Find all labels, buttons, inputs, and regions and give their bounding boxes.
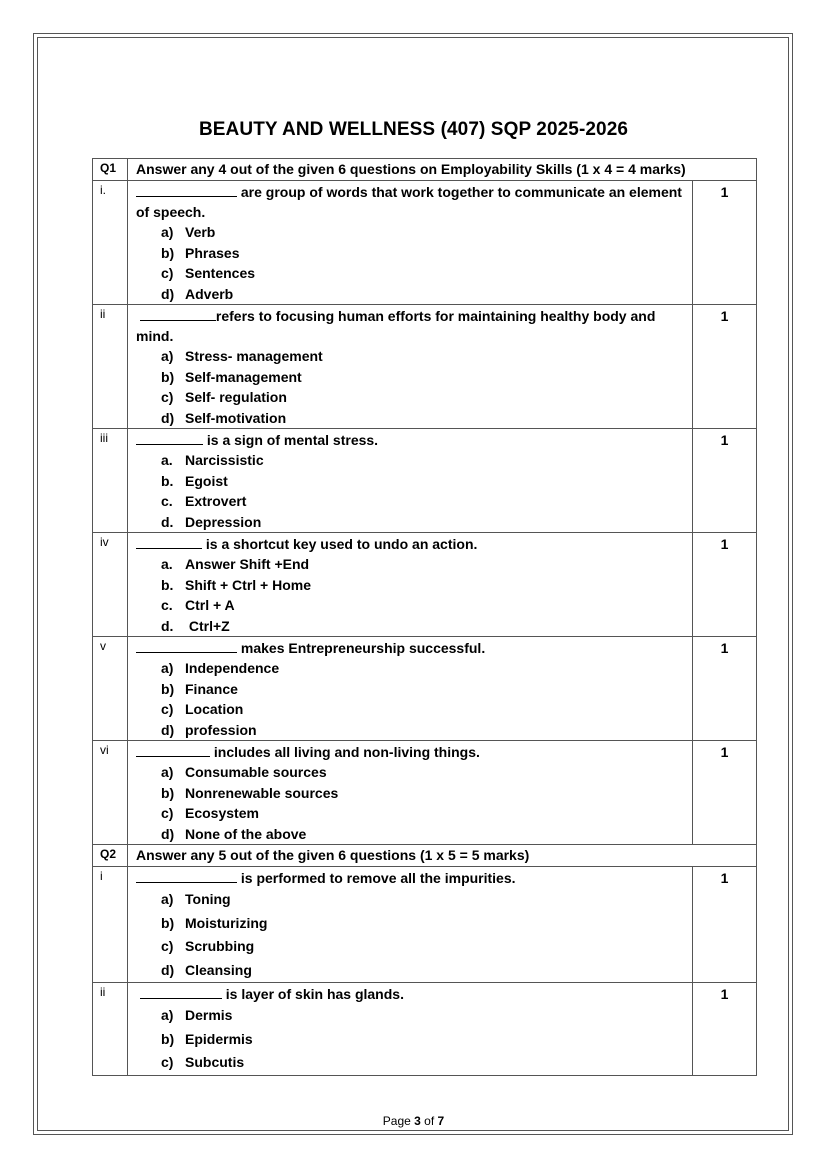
option: b) Self-management [161, 368, 302, 385]
options-list [136, 888, 692, 982]
option: a) Dermis [161, 1007, 233, 1023]
options-list [136, 450, 692, 532]
question-number: iv [93, 533, 128, 637]
question-number: ii [93, 305, 128, 429]
question-row [93, 181, 757, 305]
question-marks: 1 [692, 867, 756, 983]
option: c) Scrubbing [161, 938, 255, 954]
option: b) Finance [161, 680, 238, 697]
question-row [93, 867, 757, 983]
question-stem: is layer of skin has glands. [136, 983, 692, 1004]
question-stem: refers to focusing human efforts for maintaining healthy body and mind. [136, 308, 656, 344]
question-row [93, 305, 757, 429]
option: a) Independence [161, 660, 280, 676]
option: d) Self-motivation [161, 409, 287, 426]
question-marks: 1 [692, 741, 756, 845]
question-stem: is a sign of mental stress. [136, 429, 692, 450]
options-list [136, 346, 692, 428]
question-number: v [93, 637, 128, 741]
question-number: ii [93, 983, 128, 1076]
question-row [93, 983, 757, 1076]
options-list [136, 658, 692, 740]
answer-blank [140, 306, 216, 321]
question-number: i. [93, 181, 128, 305]
question-number: vi [93, 741, 128, 845]
question-row [93, 741, 757, 845]
option: b) Phrases [161, 244, 240, 261]
question-row [93, 637, 757, 741]
option: d) Adverb [161, 285, 234, 302]
option: c. Extrovert [161, 493, 247, 509]
question-stem: are group of words that work together to communicate an element of speech. [136, 184, 682, 220]
answer-blank [136, 182, 237, 197]
answer-blank [136, 534, 202, 549]
option: d. Depression [161, 513, 262, 530]
section-header-row [93, 845, 757, 867]
question-stem: is a shortcut key used to undo an action. [136, 533, 692, 554]
question-row [93, 533, 757, 637]
answer-blank [136, 430, 203, 445]
option: a. Narcissistic [161, 452, 264, 468]
options-list [136, 762, 692, 844]
question-stem: is performed to remove all the impurities. [136, 867, 692, 888]
total-page-number: 7 [437, 1114, 445, 1128]
section-header-row [93, 159, 757, 181]
option: b) Moisturizing [161, 914, 268, 931]
option: a) Consumable sources [161, 764, 327, 780]
answer-blank [136, 868, 237, 883]
option: d. Ctrl+Z [161, 617, 230, 634]
question-marks: 1 [692, 305, 756, 429]
page-title: BEAUTY AND WELLNESS (407) SQP 2025-2026 [198, 119, 629, 140]
question-table [92, 158, 757, 1076]
options-list [136, 222, 692, 304]
option: d) Cleansing [161, 961, 252, 978]
question-marks: 1 [692, 983, 756, 1076]
option: c) Location [161, 701, 244, 717]
option: c) Ecosystem [161, 805, 259, 821]
option: b) Nonrenewable sources [161, 784, 339, 801]
question-marks: 1 [692, 429, 756, 533]
section-instruction: Answer any 4 out of the given 6 questions on Employability Skills (1 x 4 = 4 marks) [136, 161, 686, 177]
question-stem: makes Entrepreneurship successful. [136, 637, 692, 658]
options-list [136, 1004, 692, 1075]
options-list [136, 554, 692, 636]
section-instruction: Answer any 5 out of the given 6 questions (1 x 5 = 5 marks) [136, 847, 530, 863]
answer-blank [140, 984, 222, 999]
option: c. Ctrl + A [161, 597, 235, 613]
question-number: i [93, 867, 128, 983]
question-row [93, 429, 757, 533]
answer-blank [136, 638, 237, 653]
option: d) profession [161, 721, 257, 738]
question-number: iii [93, 429, 128, 533]
question-stem: includes all living and non-living things. [136, 741, 692, 762]
question-marks: 1 [692, 181, 756, 305]
option: d) None of the above [161, 825, 307, 842]
option: b. Egoist [161, 472, 228, 489]
option: c) Sentences [161, 265, 256, 281]
option: a) Verb [161, 224, 216, 240]
question-marks: 1 [692, 533, 756, 637]
option: a. Answer Shift +End [161, 556, 310, 572]
option: c) Subcutis [161, 1054, 245, 1070]
question-marks: 1 [692, 637, 756, 741]
option: a) Toning [161, 891, 231, 907]
option: b) Epidermis [161, 1030, 253, 1047]
section-number: Q1 [93, 159, 128, 181]
answer-blank [136, 742, 210, 757]
section-number: Q2 [93, 845, 128, 867]
option: b. Shift + Ctrl + Home [161, 576, 312, 593]
page-footer: Page 3 of 7 [382, 1114, 445, 1128]
current-page-number: 3 [414, 1114, 421, 1128]
option: c) Self- regulation [161, 389, 287, 405]
option: a) Stress- management [161, 348, 323, 364]
